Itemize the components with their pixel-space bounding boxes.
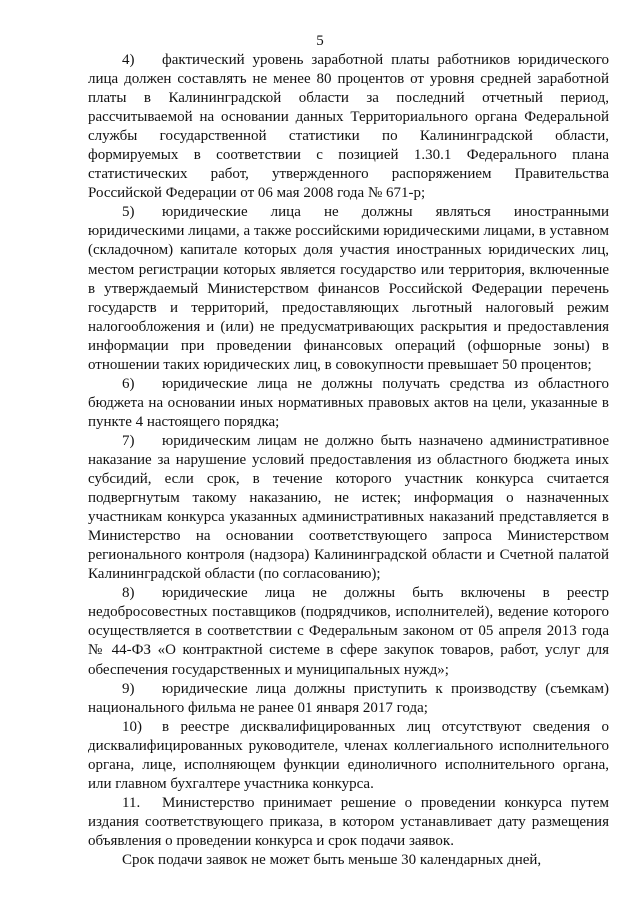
item-number: 11.	[122, 794, 141, 811]
paragraph-11	[88, 794, 609, 851]
paragraph-text: Министерство принимает решение о проведении конкурса путем издания соответствующего приказа, в котором устанавливает дату размещения объявления о проведении конкурса и срок подачи заявок.	[88, 794, 609, 849]
paragraph-8	[88, 584, 609, 679]
paragraph-text: юридические лица должны приступить к производству (съемкам) национального фильма не ранее 01 января 2017 года;	[88, 680, 609, 716]
paragraph-6	[88, 375, 609, 432]
paragraph-deadline	[88, 851, 609, 870]
item-number: 5)	[122, 204, 135, 221]
paragraph-5	[88, 203, 609, 374]
paragraph-text: юридическим лицам не должно быть назначено административное наказание за нарушение условий предоставления из областного бюджета иных субсидий, если срок, в течение которого участник конкурса считается подвергнутым такому наказанию, не истек; информация о назначенных участникам конкурса указанных административных наказаний представляется в Министерство на основании соответствующего запроса Министерством регионального контроля (надзора) Калининградской области и Счетной палатой Калининградской области (по согласованию);	[88, 432, 609, 583]
item-number: 6)	[122, 375, 135, 392]
paragraph-text: юридические лица не должны являться иностранными юридическими лицами, а также российскими юридическими лицами, в уставном (складочном) капитале которых доля участия иностранных юридических лиц, местом регистрации которых является государство или территория, включенные в утверждаемый Министерством финансов Российской Федерации перечень государств и территорий, предоставляющих льготный налоговый режим налогообложения и (или) не предусматривающих раскрытия и предоставления информации при проведении финансовых операций (офшорные зоны) в отношении таких юридических лиц, в совокупности превышает 50 процентов;	[88, 204, 609, 373]
page-number: 5	[316, 33, 324, 49]
item-number: 7)	[122, 432, 135, 449]
item-number: 8)	[122, 585, 135, 602]
paragraph-text: Срок подачи заявок не может быть меньше 30 календарных дней,	[122, 851, 542, 868]
paragraph-text: юридические лица не должны получать средства из областного бюджета на основании иных нормативных правовых актов на цели, указанные в пункте 4 настоящего порядка;	[88, 375, 609, 430]
paragraph-4	[88, 51, 609, 203]
paragraph-text: фактический уровень заработной платы работников юридического лица должен составлять не менее 80 процентов от уровня средней заработной платы в Калининградской области за последний отчетный период, рассчитываемой на основании данных Территориального органа Федеральной службы государственной статистики по Калининградской области, формируемых в соответствии с позицией 1.30.1 Федерального плана статистических работ, утвержденного распоряжением Правительства Российской Федерации от 06 мая 2008 года № 671-р;	[88, 52, 609, 202]
item-number: 10)	[122, 718, 142, 735]
document-body	[88, 51, 609, 870]
paragraph-text: в реестре дисквалифицированных лиц отсутствуют сведения о дисквалифицированных руководителе, членах коллегиального исполнительного органа, лице, исполняющем функции единоличного исполнительного органа, или главном бухгалтере участника конкурса.	[88, 718, 609, 792]
item-number: 9)	[122, 680, 135, 697]
paragraph-7	[88, 432, 609, 584]
item-number: 4)	[122, 52, 135, 68]
paragraph-9	[88, 680, 609, 718]
paragraph-10	[88, 718, 609, 794]
paragraph-text: юридические лица не должны быть включены в реестр недобросовестных поставщиков (подрядчиков, исполнителей), ведение которого осуществляется в соответствии с Федеральным законом от 05 апреля 2013 года № 44-ФЗ «О контрактной системе в сфере закупок товаров, работ, услуг для обеспечения государственных и муниципальных нужд»;	[88, 585, 609, 678]
